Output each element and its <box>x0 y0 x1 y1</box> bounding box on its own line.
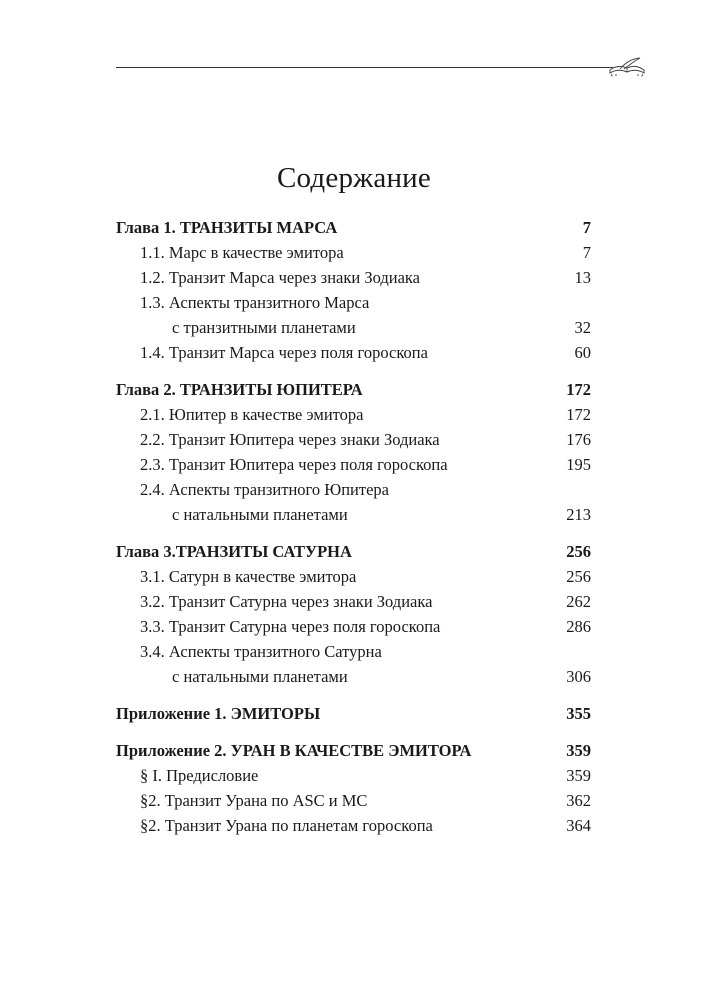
toc-page-number: 306 <box>566 667 591 686</box>
toc-page-number: 172 <box>566 405 591 424</box>
toc-page-number: 359 <box>566 741 591 760</box>
toc-section-entry <box>116 639 591 689</box>
toc-entry-title: 1.3. Аспекты транзитного Марса <box>140 293 370 312</box>
toc-page-number: 172 <box>566 380 591 399</box>
toc-entry-title: Глава 2. ТРАНЗИТЫ ЮПИТЕРА <box>116 380 363 399</box>
toc-entry-title: § I. Предисловие <box>140 766 259 785</box>
toc-page-number: 359 <box>566 766 591 785</box>
toc-entry-title: 1.4. Транзит Марса через поля гороскопа <box>140 343 428 362</box>
toc-page-number: 195 <box>566 455 591 474</box>
toc-entry-title: §2. Транзит Урана по планетам гороскопа <box>140 816 433 835</box>
toc-chapter-entry <box>116 701 591 726</box>
toc-page-number: 7 <box>582 218 591 237</box>
toc-page-number: 286 <box>566 617 591 636</box>
table-of-contents <box>116 215 591 838</box>
toc-chapter-entry <box>116 215 591 240</box>
toc-page-number: 7 <box>582 243 591 262</box>
toc-entry-title: с транзитными планетами <box>172 318 356 337</box>
toc-entry-title: 1.2. Транзит Марса через знаки Зодиака <box>140 268 420 287</box>
toc-section-entry <box>116 589 591 614</box>
toc-chapter-entry <box>116 539 591 564</box>
toc-entry-title: 1.1. Марс в качестве эмитора <box>140 243 344 262</box>
toc-page-number: 362 <box>566 791 591 810</box>
toc-entry-title: 3.1. Сатурн в качестве эмитора <box>140 567 357 586</box>
toc-entry-title: 2.2. Транзит Юпитера через знаки Зодиака <box>140 430 440 449</box>
toc-page-number: 262 <box>566 592 591 611</box>
toc-entry-title: 2.1. Юпитер в качестве эмитора <box>140 405 364 424</box>
toc-page-number: 176 <box>566 430 591 449</box>
toc-section-entry <box>116 564 591 589</box>
toc-section-entry <box>116 614 591 639</box>
toc-page-number: 256 <box>566 567 591 586</box>
toc-section-entry <box>116 340 591 365</box>
toc-section-entry <box>116 813 591 838</box>
toc-page-number: 60 <box>574 343 591 362</box>
toc-entry-title: с натальными планетами <box>172 667 348 686</box>
toc-page-number: 32 <box>574 318 591 337</box>
toc-entry-title: §2. Транзит Урана по ASC и MC <box>140 791 368 810</box>
toc-section-entry <box>116 763 591 788</box>
header-rule <box>116 67 613 68</box>
toc-entry-title: Приложение 1. ЭМИТОРЫ <box>116 704 321 723</box>
toc-entry-title: 3.4. Аспекты транзитного Сатурна <box>140 642 382 661</box>
toc-page-number: 256 <box>566 542 591 561</box>
toc-entry-title: Глава 1. ТРАНЗИТЫ МАРСА <box>116 218 338 237</box>
toc-entry-title: с натальными планетами <box>172 505 348 524</box>
page-title: Содержание <box>277 162 431 195</box>
toc-section-entry <box>116 402 591 427</box>
toc-entry-title: 2.4. Аспекты транзитного Юпитера <box>140 480 389 499</box>
toc-section-entry <box>116 265 591 290</box>
toc-section-entry <box>116 290 591 340</box>
toc-section-entry <box>116 452 591 477</box>
book-quill-ornament-icon <box>606 56 648 78</box>
toc-chapter-entry <box>116 738 591 763</box>
toc-page-number: 213 <box>566 505 591 524</box>
toc-section-entry <box>116 477 591 527</box>
toc-section-entry <box>116 240 591 265</box>
toc-section-entry <box>116 788 591 813</box>
toc-chapter-entry <box>116 377 591 402</box>
toc-page-number: 364 <box>566 816 591 835</box>
toc-entry-title: 3.2. Транзит Сатурна через знаки Зодиака <box>140 592 433 611</box>
toc-page-number: 355 <box>566 704 591 723</box>
toc-entry-title: Глава 3.ТРАНЗИТЫ САТУРНА <box>116 542 352 561</box>
toc-section-entry <box>116 427 591 452</box>
toc-page-number: 13 <box>574 268 591 287</box>
toc-entry-title: Приложение 2. УРАН В КАЧЕСТВЕ ЭМИТОРА <box>116 741 472 760</box>
toc-entry-title: 3.3. Транзит Сатурна через поля гороскопа <box>140 617 441 636</box>
toc-entry-title: 2.3. Транзит Юпитера через поля гороскопа <box>140 455 448 474</box>
